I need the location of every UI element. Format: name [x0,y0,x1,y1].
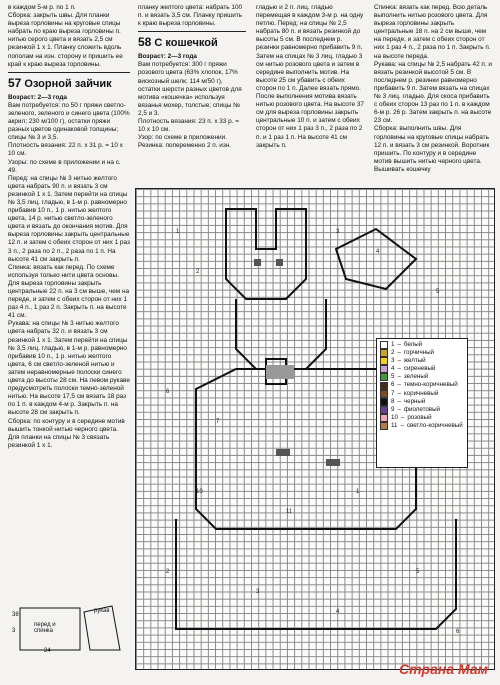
chart-symbol: 5 [436,289,440,295]
legend-row: 11 – светло-коричневый [380,422,464,430]
legend-num: 7 [391,389,395,397]
legend-row: 7 – коричневый [380,390,464,398]
divider [138,31,246,32]
chart-symbol: 11 [286,509,293,515]
chart-symbol: 4 [336,609,340,615]
section-number: 58 [138,35,152,50]
divider [8,72,130,73]
legend-num: 3 [391,357,395,365]
col1-assembly-top: Сборка: закрыть швы. Для планки выреза горловины на круговые спицы набрать по краю выреза горловины п. нитью серого цвета и вязать 2,5 см резинкой 1 х 1. Планку сложить вдоль пополам на изн. сторону и пришить ее край к краю выреза горловины. [8,12,123,68]
dark-block-1 [276,449,290,456]
legend-swatch [380,406,388,414]
sleeve: Рукава: на спицы № 3 нитью желтого цвета набрать 32 п. и вязать 3 см резинкой 1 х 1. Затем перейти на спицы № 3,5 лиц. гладью, в 1-м р. равномерно прибавив 10 п., 1 р. нитью желтого цвета, 6 см светло-зеленой нитью и затем неравномерные полоски синего цвета до высоты 28 см. На левом рукаве предусмотреть полоски темно-зеленой нитью. На высоте 17,5 см вязать 18 раз по 1 п. в каждом 4-м р. Закрыть п. на высоте 28 см закрыть п. [8,320,130,417]
section-number: 57 [8,75,22,90]
column-1 [8,4,130,450]
col4-text: Спинка: вязать как перед. Всю деталь выполнить нитью розового цвета. Для выреза горловины закрыть центральные 18 п. на 2 см выше, чем на переде, и затем с обеих сторон от них 1 раз 4 п., 2 раза по 1 п. Закрыть п. на высоте переда. [374,4,491,60]
legend-num: 6 [391,381,395,389]
assembly: Сборка: по контуру и в середине мотив вышить тонкой нитью черного цвета. Для планки на спицы № 3 связать резинкой 1 х 1. [8,417,125,449]
column-3 [256,4,366,150]
age: Возраст: 2—3 года [8,93,67,101]
legend-swatch [380,373,388,381]
flower-outline [336,229,416,289]
section-title-57 [8,77,130,90]
rib: Резинка: попеременно 2 п. изн. [138,142,232,150]
lower-outline [176,519,456,629]
legend-label: зеленый [403,373,429,381]
chart-symbol: 1 [176,229,180,235]
chart-symbol: 7 [216,419,220,425]
legend-row: 8 – черный [380,398,464,406]
legend-num: 11 [391,421,398,429]
legend-label: белый [403,341,423,348]
density: Плотность вязания: 23 п. х 33 р. = 10 х 10 см. [138,118,240,134]
legend-label: сиреневый [403,365,436,373]
legend-row: 10 – розовый [380,414,464,422]
legend-swatch [380,390,388,398]
legend-swatch [380,365,388,373]
chart-symbol: 3 [256,589,260,595]
col3-text: гладью и 2 п. лиц. гладью перемещая в каждом 3-м р. на одну петлю. Перед: на спицы № 2,5 набрать 80 п. и вязать резинкой до высоты 5 см. В последнем р. резинки равномерно прибавить 9 п. Затем на спицах № 3 лиц. гладью 3 см нитью розового цвета и затем в середине выполнить мотив. На высоте 25 см убавить с обеих сторон по 1 п. Далее вязать прямо. После выполнения мотива вязать нитью розового цвета. На высоте 37 см для выреза горловины закрыть центральные 10 п. и затем с обеих сторон от них 1 раз 3 п., 2 раза по 2 п. и 1 раз 1 п. На высоте 41 см закрыть п. [256,4,364,149]
scheme-dim-left2: 3 [12,628,16,634]
legend-row: 5 – зеленый [380,373,464,381]
legend-row: 3 – желтый [380,357,464,365]
legend-swatch [380,357,388,365]
chart-symbol: 2 [166,569,170,575]
front: Перед: на спицы № 3 нитью желтого цвета набрать 90 п. и вязать 3 см резинкой 1 х 1. Затем перейти на спицы № 3,5 лиц. гладью, в 1-м р. равномерно прибавив 10 п., 1 р. нитью желтого цвета, 14 р. нитью светло-зеленого цвета и вязать до окончания мотив. Для выреза горловины закрыть центральные 12 п. и затем с обеих сторон от них 1 раз 3 п., 2 раза по 2 п., 2 раза по 1 п. На высоте 41 см закрыть п. [8,174,130,263]
col4-assembly: Сборка: выполнить швы. Для горловины на круговые спицы набрать 12 п. и вязать 3 см резинкой. Воротник пришить. По контуру и в середине мотив вышить нитью черного цвета. Вышивать кошечку [374,125,490,173]
materials: Вам потребуется: 300 г пряжи розового цвета (63% хлопок, 17% вискозный шелк; 114 м/50 г), остатки шерсти разных цветов для мотива «кошечка» используя вязанья мохер, толстые; спицы № 2,5 и 3. [138,61,242,117]
age: Возраст: 2—3 года [138,53,197,61]
legend-num: 5 [391,373,395,381]
materials: Вам потребуется: по 50 г пряжи светло-зеленого, зеленого и синего цвета (100% акрил; 230 м/100 г), остатки пряжи разных цветов одинаковой толщины; спицы № 3 и 3,5. [8,101,130,142]
legend-num: 10 [391,413,398,421]
legend-swatch [380,398,388,406]
scheme-label-body: перед и спинка [34,622,56,634]
legend-num: 2 [391,349,395,357]
legend-swatch [380,422,388,430]
chart-symbol: 6 [456,629,460,635]
patterns: Узоры: по схеме в приложении и на с. 49. [8,158,121,174]
chart-symbol: 4 [376,249,380,255]
bunny-ears-outline [226,209,306,299]
chart-symbol: 5 [416,569,420,575]
back: Спинка: вязать как перед. По схеме используя только нити цвета основы. Для выреза горловины закрыть центральные 22 п. на 3 см выше, чем на переде, и затем с обеих сторон от них 1 раз 4 п., 1 раз 2 п. Закрыть п. на высоте 41 см. [8,263,130,320]
col4-sleeve: Рукава: на спицы № 2,5 набрать 42 п. и вязать резинкой высотой 5 см. В последнем р. резинки равномерно прибавить 9 п. Затем вязать на спицах № 3 лиц. гладью. Для скоса прибавить с обеих сторон 13 раз по 1 п. в каждом 6-м р. 26 р. Затем закрыть п. на высоте 23 см. [374,60,492,125]
legend-label: розовый [407,413,432,421]
scheme-label-sleeve: рукав [94,608,110,614]
legend-row: 1 – белый [380,341,464,349]
chart-symbol: 1 [356,489,360,495]
column-2 [138,4,246,150]
section-name: С кошечкой [154,37,218,50]
eye-block-2 [276,259,283,266]
legend-swatch [380,414,388,422]
legend-swatch [380,341,388,349]
dark-block-2 [326,459,340,466]
legend-label: горчичный [403,349,434,357]
patterns: Узор: по схеме в приложении. [138,134,227,142]
legend-num: 4 [391,365,395,373]
chart-symbol: 6 [166,389,170,395]
legend-num: 1 [391,341,395,348]
legend-label: желтый [403,357,426,365]
legend-num: 9 [391,405,395,413]
scheme-dim-left: 38 [12,612,19,618]
legend-label: коричневый [403,389,439,397]
column-4 [374,4,492,174]
legend-swatch [380,349,388,357]
garment-scheme [12,598,124,656]
section-title-58 [138,36,246,49]
density: Плотность вязания: 22 п. х 31 р. = 10 х 10 см. [8,142,123,158]
col1-lines-top: в каждом 5-м р. по 1 п. [8,4,76,11]
legend-row: 2 – горчичный [380,349,464,357]
watermark: Страна Мам [398,661,488,677]
legend-num: 8 [391,397,395,405]
legend-label: светло-коричневый [406,421,463,429]
legend-row: 4 – сиреневый [380,365,464,373]
legend-row: 9 – фиолетовый [380,406,464,414]
legend-label: темно-коричневый [403,381,458,389]
legend-row: 6 – темно-коричневый [380,381,464,389]
scheme-dim-bottom: 24 [44,648,51,654]
legend-label: фиолетовый [403,405,441,413]
col2-intro: планку желтого цвета: набрать 100 п. и вязать 3,5 см. Планку пришить к краю выреза горловины. [138,4,243,28]
legend-label: черный [403,397,426,405]
section-name: Озорной зайчик [24,77,112,90]
chart-symbol: 2 [196,269,200,275]
chart-symbol: 10 [196,489,203,495]
legend-swatch [380,382,388,390]
bow-fill [266,365,294,379]
chart-legend [376,338,468,468]
eye-block-1 [254,259,261,266]
chart-symbol: 3 [336,229,340,235]
